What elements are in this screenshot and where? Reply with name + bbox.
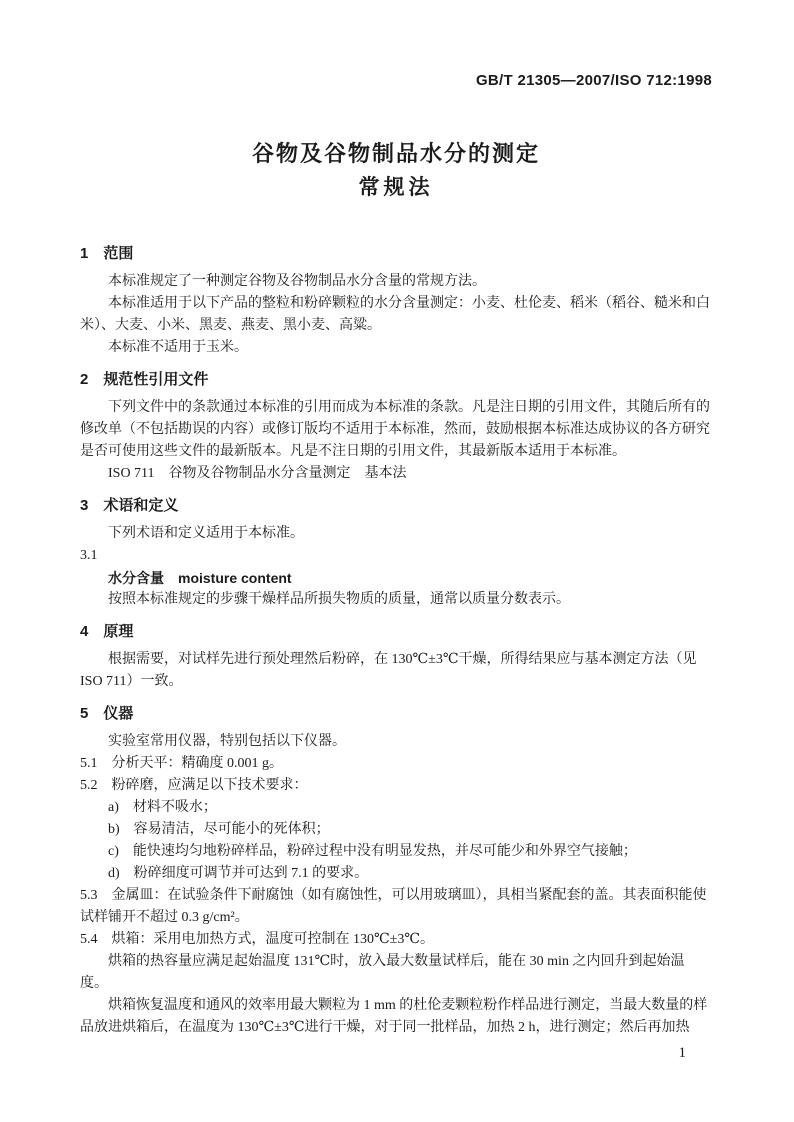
- document-subtitle: 常规法: [358, 176, 434, 199]
- principle-paragraph: 根据需要，对试样先进行预处理然后粉碎，在 130℃±3℃干燥，所得结果应与基本测定方法（见 ISO 711）一致。: [80, 652, 697, 689]
- section-4-heading: 4 原理: [80, 623, 134, 640]
- section-1-heading: 1 范围: [80, 245, 134, 262]
- document-title: 谷物及谷物制品水分的测定: [251, 141, 540, 166]
- standard-number: GB/T 21305—2007/ISO 712:1998: [475, 72, 712, 89]
- oven-heat-capacity-paragraph: 烘箱的热容量应满足起始温度 131℃时，放入最大数量试样后，能在 30 min 之内回升到起始温度。: [80, 954, 685, 991]
- normative-references-paragraph: 下列文件中的条款通过本标准的引用而成为本标准的条款。凡是注日期的引用文件，其随后所有的修改单（不包括勘误的内容）或修订版均不适用于本标准，然而，鼓励根据本标准达成协议的各方研究是否可使用这些文件的最新版本。凡是不注日期的引用文件，其最新版本适用于本标准。: [80, 400, 710, 459]
- oven-recovery-paragraph: 烘箱恢复温度和通风的效率用最大颗粒为 1 mm 的杜伦麦颗粒粉作样品进行测定，当最大数量的样品放进烘箱后，在温度为 130℃±3℃进行干燥，对于同一批样品，加热 2 h，进行测定；然后再加热: [80, 998, 708, 1035]
- document-body: [80, 243, 712, 1039]
- grinder-requirement-b: b) 容易清洁，尽可能小的死体积；: [108, 822, 330, 837]
- terms-intro-paragraph: 下列术语和定义适用于本标准。: [108, 526, 304, 541]
- section-5-heading: 5 仪器: [80, 705, 134, 722]
- scope-method-paragraph: 本标准规定了一种测定谷物及谷物制品水分含量的常规方法。: [108, 274, 486, 289]
- grinder-requirement-c: c) 能快速均匀地粉碎样品，粉碎过程中没有明显发热，并尽可能少和外界空气接触；: [108, 844, 637, 859]
- clause-5-2-grinder: 5.2 粉碎磨，应满足以下技术要求：: [80, 778, 308, 793]
- clause-3-1-number: 3.1: [80, 548, 98, 563]
- section-3-heading: 3 术语和定义: [80, 497, 179, 514]
- grinder-requirement-a: a) 材料不吸水；: [108, 800, 217, 815]
- apparatus-intro-paragraph: 实验室常用仪器，特别包括以下仪器。: [108, 734, 346, 749]
- grinder-requirement-d: d) 粉碎细度可调节并可达到 7.1 的要求。: [108, 866, 369, 881]
- clause-5-4-oven: 5.4 烘箱：采用电加热方式，温度可控制在 130℃±3℃。: [80, 932, 435, 947]
- page-number: 1: [678, 1045, 686, 1061]
- scope-products-paragraph: 本标准适用于以下产品的整粒和粉碎颗粒的水分含量测定：小麦、杜伦麦、稻米（稻谷、糙米和白米）、大麦、小米、黑麦、燕麦、黑小麦、高粱。: [80, 296, 710, 333]
- definition-moisture-content: 按照本标准规定的步骤干燥样品所损失物质的质量，通常以质量分数表示。: [108, 592, 570, 607]
- iso-711-reference: ISO 711 谷物及谷物制品水分含量测定 基本法: [108, 466, 407, 481]
- scope-exclusion-paragraph: 本标准不适用于玉米。: [108, 340, 248, 355]
- term-moisture-content: 水分含量 moisture content: [108, 570, 292, 586]
- clause-5-3-metal-dish: 5.3 金属皿：在试验条件下耐腐蚀（如有腐蚀性，可以用玻璃皿），具相当紧配套的盖。其表面积能使试样铺开不超过 0.3 g/cm²。: [80, 888, 707, 925]
- clause-5-1-balance: 5.1 分析天平：精确度 0.001 g。: [80, 756, 283, 771]
- section-2-heading: 2 规范性引用文件: [80, 371, 209, 388]
